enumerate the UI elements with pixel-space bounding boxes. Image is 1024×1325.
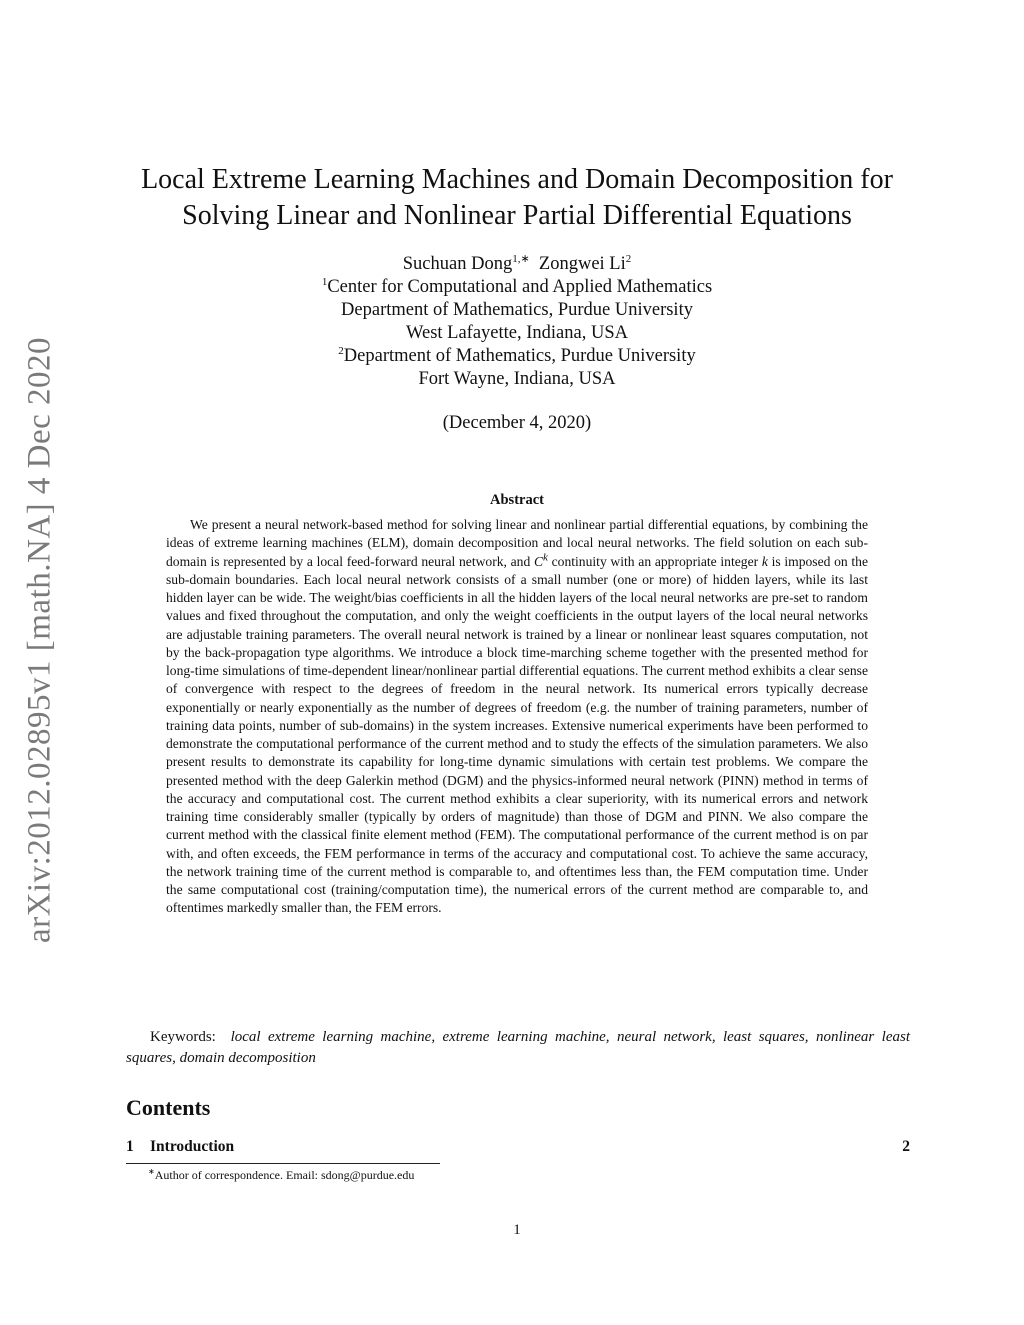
affiliation-1-line-3: West Lafayette, Indiana, USA [406, 323, 628, 343]
abstract-ck-letter: C [533, 553, 544, 569]
affiliation-2-line-2: Fort Wayne, Indiana, USA [418, 369, 616, 389]
author-2-mark: 2 [625, 252, 632, 265]
contents-heading: Contents [126, 1095, 211, 1120]
abstract-k: k [761, 553, 768, 569]
author-1-mark: 1,∗ [512, 252, 530, 265]
author-1: Suchuan Dong [402, 254, 513, 274]
affiliation-2-line-1 [160, 345, 874, 368]
affiliation-2-mark: 2 [338, 344, 344, 357]
abstract-text-2: continuity with an appropriate integer [547, 553, 762, 569]
paper-date: (December 4, 2020) [442, 413, 592, 433]
affiliation-2-name: Department of Mathematics, Purdue University [343, 346, 696, 366]
affiliation-1-name: Center for Computational and Applied Mathematics [327, 277, 713, 297]
author-names [160, 253, 874, 276]
footnote-mark: ∗ [148, 1167, 155, 1176]
toc-entry-title[interactable]: Introduction [150, 1138, 235, 1155]
toc-entry[interactable] [126, 1138, 910, 1160]
arxiv-identifier: arXiv:2012.02895v1 [math.NA] 4 Dec 2020 [21, 336, 58, 944]
abstract-body [166, 516, 868, 918]
abstract-ck-exponent: k [543, 550, 548, 563]
affiliation-1-mark: 1 [321, 275, 328, 288]
keywords [126, 1027, 910, 1069]
toc-entry-number: 1 [126, 1138, 134, 1155]
footnote-rule [126, 1163, 440, 1164]
paper-title [100, 162, 934, 234]
abstract-ck [533, 550, 548, 569]
affiliation-1-line-1 [160, 276, 874, 299]
keywords-list: local extreme learning machine, extreme learning machine, neural network, least squares, nonlinear least squares, domain decomposition [126, 1029, 910, 1066]
title-line-1: Local Extreme Learning Machines and Domain Decomposition for [141, 164, 893, 195]
toc-entry-page[interactable]: 2 [902, 1138, 910, 1155]
abstract-heading: Abstract [490, 492, 544, 508]
author-2: Zongwei Li [538, 254, 626, 274]
abstract-text-1: We present a neural network-based method for solving linear and nonlinear partial differential equations, by combining the ideas of extreme learning machines (ELM), domain decomposition and local neural networks. The field solution on each sub-domain is represented by a local feed-forward neural network, and [166, 517, 868, 569]
affiliation-1-line-2: Department of Mathematics, Purdue University [341, 300, 693, 320]
author-block [160, 253, 874, 391]
page-number: 1 [513, 1222, 521, 1238]
footnote [148, 1168, 414, 1183]
footnote-text: Author of correspondence. Email: sdong@purdue.edu [154, 1168, 415, 1182]
title-line-2: Solving Linear and Nonlinear Partial Differential Equations [182, 200, 852, 231]
keywords-label: Keywords: [150, 1029, 216, 1045]
abstract-text-3: is imposed on the sub-domain boundaries. Each local neural network consists of a small number (one or more) of hidden layers, while its last hidden layer can be wide. The weight/bias coefficients in all the hidden layers of the local neural networks are pre-set to random values and fixed throughout the computation, and only the weight coefficients in the output layers of the local neural networks are adjustable training parameters. The overall neural network is trained by a linear or nonlinear least squares computation, not by the back-propagation type algorithms. We introduce a block time-marching scheme together with the presented method for long-time simulations of time-dependent linear/nonlinear partial differential equations. The current method exhibits a clear sense of convergence with respect to the degrees of freedom in the neural network. Its numerical errors typically decrease exponentially or nearly exponentially as the number of degrees of freedom (e.g. the number of training parameters, number of training data points, number of sub-domains) in the system increases. Extensive numerical experiments have been performed to demonstrate the computational performance of the current method and to study the effects of the simulation parameters. We also present results to demonstrate its capability for long-time dynamic simulations with certain test problems. We compare the presented method with the deep Galerkin method (DGM) and the physics-informed neural network (PINN) method in terms of the accuracy and computational cost. The current method exhibits a clear superiority, with its numerical errors and network training time considerably smaller (typically by orders of magnitude) than those of DGM and PINN. We also compare the current method with the classical finite element method (FEM). The computational performance of the current method is on par with, and often exceeds, the FEM performance in terms of the accuracy and computational cost. To achieve the same accuracy, the network training time of the current method is comparable to, and oftentimes less than, the FEM computation time. Under the same computational cost (training/computation time), the numerical errors of the current method are comparable to, and oftentimes markedly smaller than, the FEM errors. [166, 553, 868, 916]
